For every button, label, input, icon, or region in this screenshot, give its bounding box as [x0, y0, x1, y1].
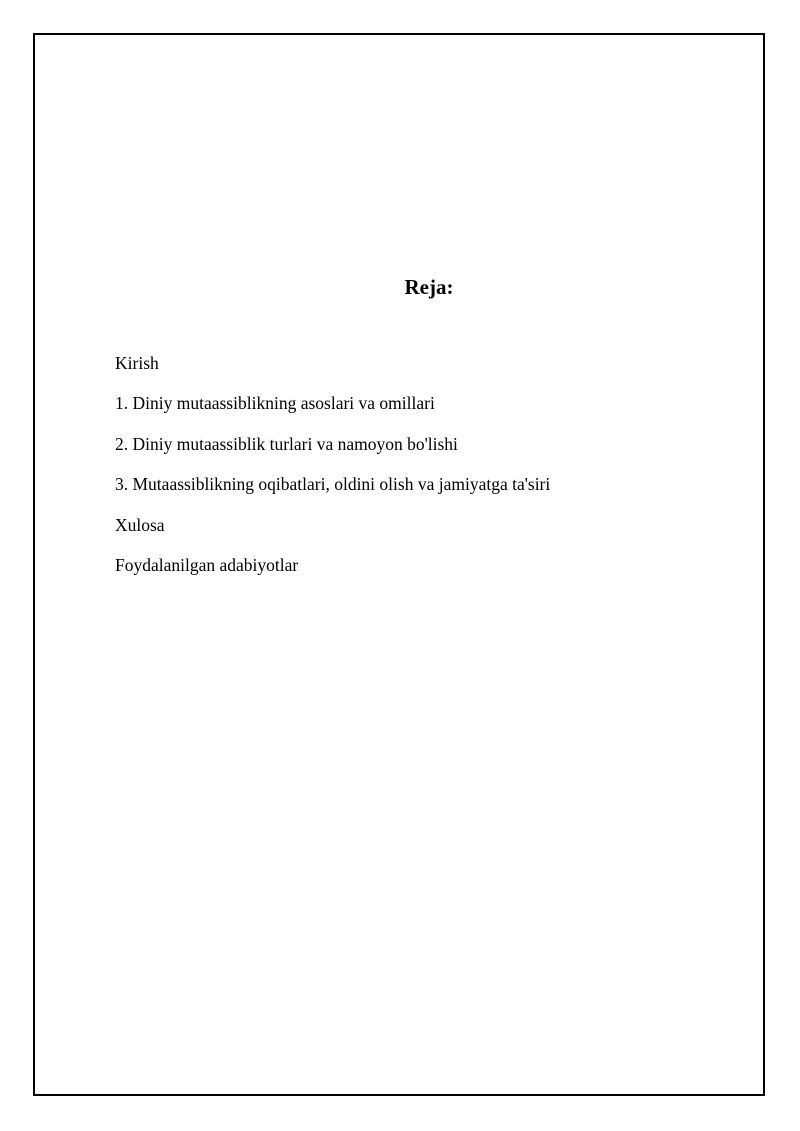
plan-item-chapter-3: 3. Mutaassiblikning oqibatlari, oldini olish va jamiyatga ta'siri: [115, 474, 551, 495]
plan-item-chapter-2: 2. Diniy mutaassiblik turlari va namoyon bo'lishi: [115, 433, 458, 454]
plan-item-chapter-1: 1. Diniy mutaassiblikning asoslari va omillari: [115, 393, 435, 414]
plan-item-references: Foydalanilgan adabiyotlar: [115, 554, 299, 575]
plan-item-introduction: Kirish: [115, 353, 159, 373]
plan-item-conclusion: Xulosa: [115, 514, 165, 535]
plan-list: [115, 351, 550, 593]
plan-heading: Reja:: [404, 275, 454, 299]
